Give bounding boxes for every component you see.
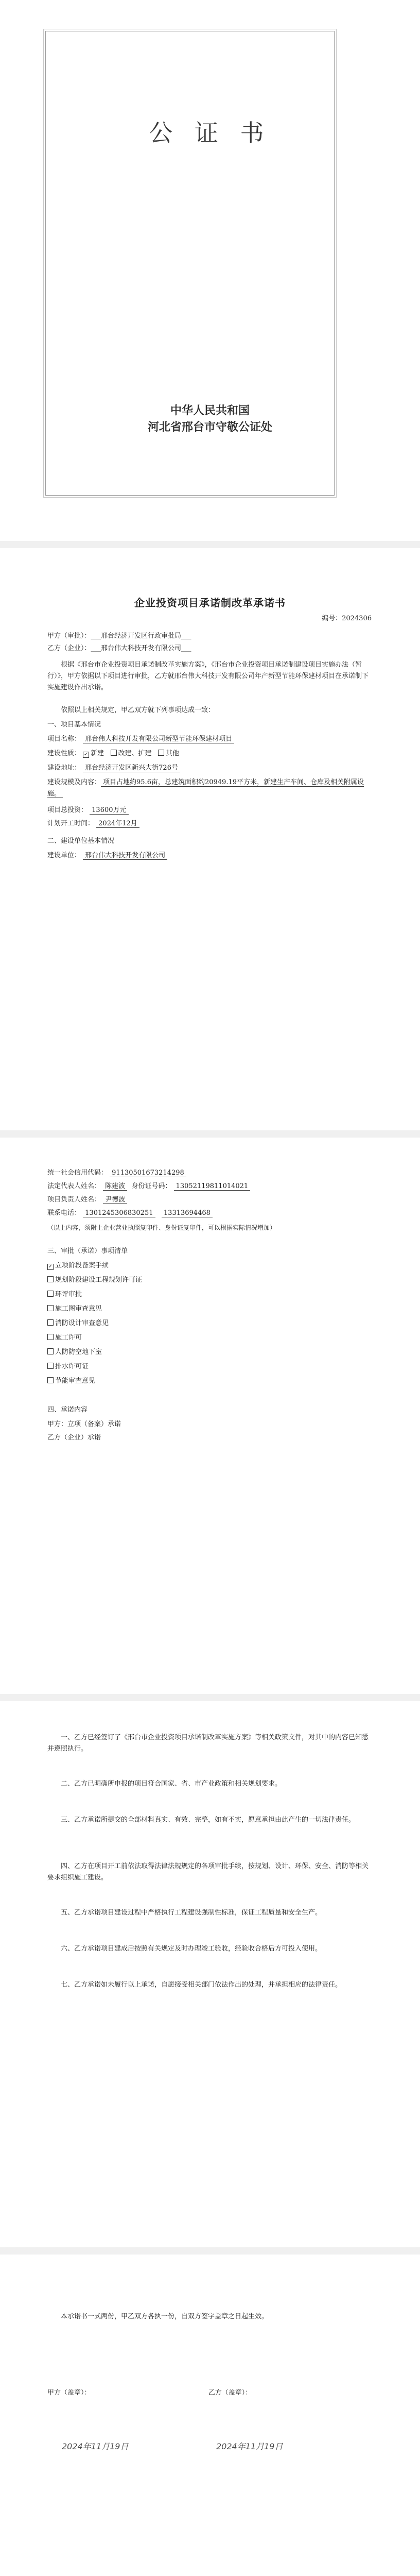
start-value: 2024年12月 xyxy=(96,820,139,828)
approval-item-label: 环评审批 xyxy=(55,1291,82,1298)
cover-page xyxy=(0,0,420,541)
invest-value: 13600万元 xyxy=(90,806,128,815)
contact-note: （以上内容，须附上企业营业执照复印件、身份证复印件，可以根据实际情况增加） xyxy=(47,1224,276,1231)
cover-org-line2: 河北省邢台市守敬公证处 xyxy=(147,421,272,434)
credit-label: 统一社会信用代码： xyxy=(47,1169,108,1177)
section-1-heading: 一、项目基本情况 xyxy=(47,721,101,728)
approval-item-checkbox xyxy=(47,1348,54,1354)
commit-4: 四、乙方在项目开工前依法取得法律法规规定的各项审批手续，按规划、设计、环保、安全、消防等相关要求组织施工建设。 xyxy=(47,1862,369,1882)
page-separator xyxy=(0,2247,420,2255)
approval-item-checkbox xyxy=(47,1305,54,1311)
legal-row xyxy=(47,1182,372,1191)
approval-item-label: 消防设计审查意见 xyxy=(55,1319,109,1327)
p4-line2: 乙方（企业）承诺 xyxy=(47,1434,101,1442)
page-separator xyxy=(0,1130,420,1138)
approval-item-label: 人防防空地下室 xyxy=(55,1348,102,1356)
approval-item-checkbox xyxy=(47,1276,54,1282)
location-value: 邢台经济开发区新兴大街726号 xyxy=(83,764,180,772)
letter-title: 企业投资项目承诺制改革承诺书 xyxy=(134,597,286,609)
type-expand-text: 改建、扩建 xyxy=(118,750,152,757)
approval-item-label: 立项阶段备案手续 xyxy=(55,1262,109,1269)
cover-org-line1: 中华人民共和国 xyxy=(170,404,250,417)
id-value: 13052119811014021 xyxy=(174,1182,251,1191)
date-a-handwritten: 2024年11月19日 xyxy=(62,2442,129,2451)
party-b: 乙方（企业）：___邢台伟大科技开发有限公司___ xyxy=(47,645,191,652)
commit-7: 七、乙方承诺如未履行以上承诺，自愿接受相关部门依法作出的处理，并承担相应的法律责任。 xyxy=(61,1981,342,1989)
approval-item xyxy=(47,1377,372,1386)
letter-page-3 xyxy=(0,1701,420,2247)
commit-2: 二、乙方已明确所申报的项目符合国家、省、市产业政策和相关规划要求。 xyxy=(61,1780,282,1788)
approval-item-checkbox xyxy=(47,1334,54,1340)
approval-item-label: 排水许可证 xyxy=(55,1363,89,1370)
type-label: 建设性质： xyxy=(47,750,81,757)
size-row xyxy=(47,777,372,800)
type-new-checkbox xyxy=(83,752,89,758)
approval-item xyxy=(47,1304,372,1314)
sign-labels xyxy=(47,2388,372,2398)
approval-item-checkbox xyxy=(47,1264,54,1270)
invest-row xyxy=(47,806,372,815)
letter-intro2: 依照以上相关规定，甲乙双方就下列事项达成一致： xyxy=(61,706,215,714)
cover-title: 公 证 书 xyxy=(149,119,271,147)
mobile-value: 13313694468 xyxy=(162,1209,213,1217)
date-b-handwritten: 2024年11月19日 xyxy=(216,2442,283,2451)
approval-item-checkbox xyxy=(47,1363,54,1369)
approval-item-label: 规划阶段建设工程规划许可证 xyxy=(55,1276,143,1284)
type-other-text: 其他 xyxy=(166,750,180,757)
approval-item-label: 节能审查意见 xyxy=(55,1377,96,1385)
b-sign-label: 乙方（盖章）： xyxy=(208,2389,252,2397)
commit-5: 五、乙方承诺项目建设过程中严格执行工程建设强制性标准，保证工程质量和安全生产。 xyxy=(61,1909,322,1917)
start-row xyxy=(47,819,372,828)
type-other-checkbox xyxy=(158,750,164,756)
page-separator xyxy=(0,541,420,548)
letter-page-1 xyxy=(0,548,420,1130)
type-new-text: 新建 xyxy=(91,750,104,757)
approval-item xyxy=(47,1276,372,1285)
project-row xyxy=(47,735,372,744)
section-2-heading: 二、建设单位基本情况 xyxy=(47,837,115,845)
phone-value: 1301245306830251 xyxy=(83,1209,155,1217)
p4-line1: 甲方：立项（备案）承诺 xyxy=(47,1420,121,1428)
project-name: 邢台伟大科技开发有限公司新型节能环保建材项目 xyxy=(83,735,234,743)
unit-row xyxy=(47,851,372,860)
legal-label: 法定代表人姓名： xyxy=(47,1182,101,1190)
approval-item xyxy=(47,1290,372,1299)
a-sign-label: 甲方（盖章）： xyxy=(47,2389,91,2397)
agent-label: 项目负责人姓名： xyxy=(47,1196,101,1204)
unit-value: 邢台伟大科技开发有限公司 xyxy=(83,852,167,860)
phone-row xyxy=(47,1209,372,1218)
section-4-heading: 四、承诺内容 xyxy=(47,1406,88,1414)
page-separator xyxy=(0,1694,420,1701)
credit-row xyxy=(47,1168,372,1178)
letter-number: 编号：2024306 xyxy=(322,615,372,622)
commit-6: 六、乙方承诺项目建成后按照有关规定及时办理竣工验收，经验收合格后方可投入使用。 xyxy=(61,1945,322,1953)
letter-page-4 xyxy=(0,2255,420,2576)
letter-page-2 xyxy=(0,1138,420,1694)
type-row xyxy=(47,749,372,758)
approval-item-checkbox xyxy=(47,1377,54,1383)
credit-value: 91130501673214298 xyxy=(110,1169,186,1177)
unit-label: 建设单位： xyxy=(47,852,81,859)
project-label: 项目名称： xyxy=(47,735,81,743)
section-3-heading: 三、审批（承诺）事项清单 xyxy=(47,1247,128,1255)
id-label: 身份证号码： xyxy=(131,1182,172,1190)
approval-item-label: 施工许可 xyxy=(55,1334,82,1342)
phone-label: 联系电话： xyxy=(47,1209,81,1217)
commit-3: 三、乙方承诺所提交的全部材料真实、有效、完整，如有不实，愿意承担由此产生的一切法律责任。 xyxy=(61,1816,356,1824)
type-expand-checkbox xyxy=(111,750,117,756)
approval-item-checkbox xyxy=(47,1319,54,1326)
commit-1: 一、乙方已经签订了《邢台市企业投资项目承诺制改革实施方案》等相关政策文件，对其中的内容已知悉并遵照执行。 xyxy=(47,1734,369,1753)
approval-item xyxy=(47,1319,372,1328)
legal-value: 陈建波 xyxy=(103,1182,127,1191)
letter-intro: 根据《邢台市企业投资项目承诺制改革实施方案》，《邢台市企业投资项目承诺制建设项目实施办法（暂行）》，甲方依据以下项目进行审批，乙方就邢台伟大科技开发有限公司年产新型节能环保建材项目在承诺制下实施建设作出承诺。 xyxy=(47,661,369,691)
location-label: 建设地址： xyxy=(47,764,81,772)
location-row xyxy=(47,764,372,773)
agent-value: 尹德波 xyxy=(103,1196,127,1204)
signing-statement: 本承诺书一式两份，甲乙双方各执一份，自双方签字盖章之日起生效。 xyxy=(61,2313,269,2320)
approval-item xyxy=(47,1333,372,1343)
size-value: 项目占地约95.6亩，总建筑面积约20949.19平方米，新建生产车间、仓库及相关附属设施。 xyxy=(47,778,364,798)
approval-item-checkbox xyxy=(47,1291,54,1297)
size-label: 建设规模及内容： xyxy=(47,778,101,786)
party-a: 甲方（审批）：___邢台经济开发区行政审批局___ xyxy=(47,632,191,640)
invest-label: 项目总投资： xyxy=(47,806,88,814)
approval-item-label: 施工图审查意见 xyxy=(55,1305,102,1313)
approval-item xyxy=(47,1261,372,1270)
agent-row xyxy=(47,1195,372,1205)
approval-item xyxy=(47,1348,372,1357)
approval-item xyxy=(47,1362,372,1371)
start-label: 计划开工时间： xyxy=(47,820,95,827)
